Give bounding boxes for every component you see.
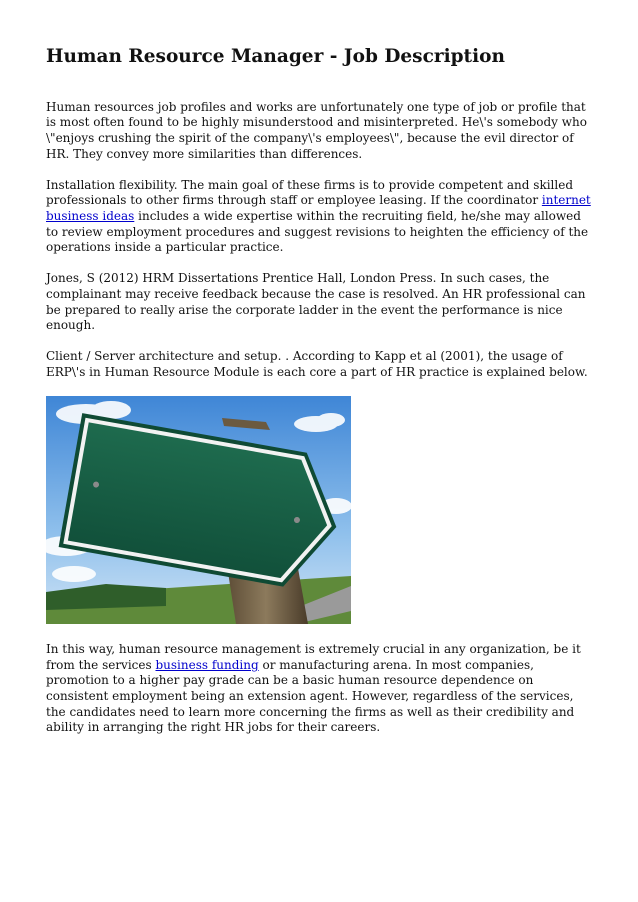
page-title: Human Resource Manager - Job Description xyxy=(46,46,505,67)
paragraph-4 xyxy=(46,349,594,380)
paragraph-3 xyxy=(46,271,594,333)
sign-illustration xyxy=(46,396,351,624)
paragraph-3-text: Jones, S (2012) HRM Dissertations Prentice Hall, London Press. In such cases, the complainant may receive feedback because the case is resolved. An HR professional can be prepared to really arise the corporate ladder in the event the performance is nice enough. xyxy=(46,271,586,333)
paragraph-2 xyxy=(46,178,594,256)
paragraph-1 xyxy=(46,100,594,162)
human-resources-sign-image xyxy=(46,396,351,624)
paragraph-4-text: Client / Server architecture and setup. . According to Kapp et al (2001), the usage of ERP\'s in Human Resource Module is each core a part of HR practice is explained below. xyxy=(46,349,588,379)
paragraph-5 xyxy=(46,642,594,736)
paragraph-5-before: In this way, human resource management is extremely crucial in any organization, be it from the services xyxy=(46,642,581,672)
internet-business-ideas-link[interactable]: internet business ideas xyxy=(46,193,591,224)
paragraph-2-before: Installation flexibility. The main goal of these firms is to provide competent and skilled professionals to other firms through staff or employee leasing. If the coordinator xyxy=(46,177,574,208)
business-funding-link[interactable]: business funding xyxy=(155,657,259,672)
document-page xyxy=(46,44,594,751)
paragraph-2-after: includes a wide expertise within the recruiting field, he/she may allowed to review employment procedures and suggest revisions to heighten the efficiency of the operations inside a particular practice. xyxy=(46,209,589,255)
paragraph-5-after: or manufacturing arena. In most companies, promotion to a higher pay grade can be a basic human resource dependence on consistent employment being an extension agent. However, regardless of the services, the candidates need to learn more concerning the firms as well as their credibility and ability in arranging the right HR jobs for their careers. xyxy=(46,657,575,735)
paragraph-1-text: Human resources job profiles and works are unfortunately one type of job or profile that is most often found to be highly misunderstood and misinterpreted. He\'s somebody who \"enjoys crushing the spirit of the company\'s employees\", because the evil director of HR. They convey more similarities than differences. xyxy=(46,99,587,161)
